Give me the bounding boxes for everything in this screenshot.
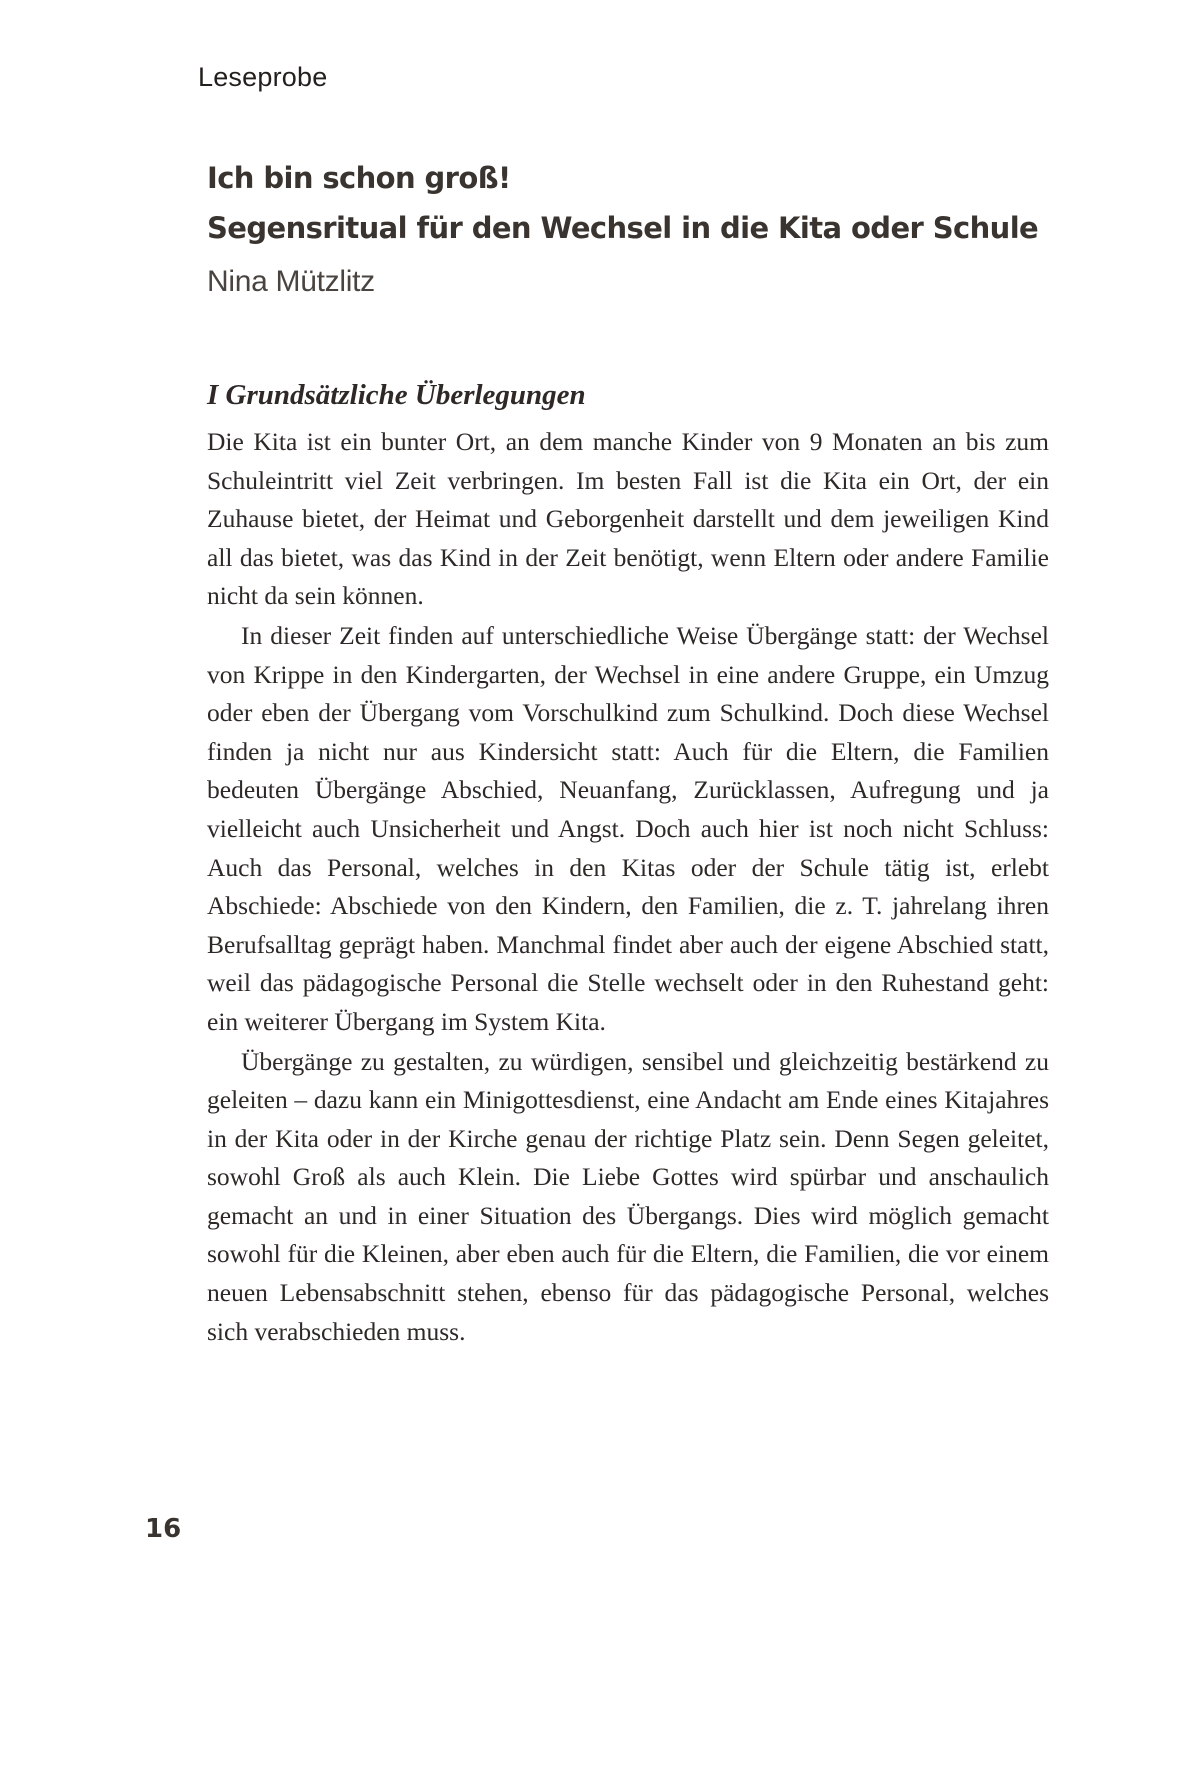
title-line-1: Ich bin schon groß! <box>207 161 511 195</box>
body-text <box>207 423 1049 1351</box>
title-line-2: Segensritual für den Wechsel in die Kita oder Schule <box>207 211 1039 245</box>
paragraph-3: Übergänge zu gestalten, zu würdigen, sensibel und gleichzeitig bestärkend zu geleiten – dazu kann ein Minigottesdienst, eine Andacht am Ende eines Kitajahres in der Kita oder in der Kirche genau der richtige Platz sein. Denn Segen geleitet, sowohl Groß als auch Klein. Die Liebe Gottes wird spürbar und anschaulich gemacht an und in einer Situation des Übergangs. Dies wird möglich gemacht sowohl für die Kleinen, aber eben auch für die Eltern, die Familien, die vor einem neuen Lebensabschnitt stehen, ebenso für das pädagogische Personal, welches sich verabschieden muss. <box>207 1046 1049 1346</box>
article-title <box>207 153 1107 253</box>
paragraph-2: In dieser Zeit finden auf unterschiedliche Weise Übergänge statt: der Wechsel von Krippe in den Kindergarten, der Wechsel in eine andere Gruppe, ein Umzug oder eben der Übergang vom Vorschulkind zum Schulkind. Doch diese Wechsel finden ja nicht nur aus Kindersicht statt: Auch für die Eltern, die Familien bedeuten Übergänge Abschied, Neuanfang, Zurücklassen, Aufregung und ja vielleicht auch Unsicherheit und Angst. Doch auch hier ist noch nicht Schluss: Auch das Personal, welches in den Kitas oder der Schule tätig ist, erlebt Abschiede: Abschiede von den Kindern, den Familien, die z. T. jahrelang ihren Berufsalltag geprägt haben. Manchmal findet aber auch der eigene Abschied statt, weil das pädagogische Personal die Stelle wechselt oder in den Ruhestand geht: ein weiterer Übergang im System Kita. <box>207 620 1049 1036</box>
header-label: Leseprobe <box>198 62 328 92</box>
page-number: 16 <box>145 1514 182 1544</box>
paragraph-1: Die Kita ist ein bunter Ort, an dem manche Kinder von 9 Monaten an bis zum Schuleintritt viel Zeit verbringen. Im besten Fall ist die Kita ein Ort, der ein Zuhause bietet, der Heimat und Geborgenheit darstellt und dem jeweiligen Kind all das bietet, was das Kind in der Zeit benötigt, wenn Eltern oder andere Familie nicht da sein können. <box>207 427 1049 611</box>
author-name: Nina Mützlitz <box>207 265 375 298</box>
section-heading: I Grundsätzliche Überlegungen <box>207 379 586 411</box>
